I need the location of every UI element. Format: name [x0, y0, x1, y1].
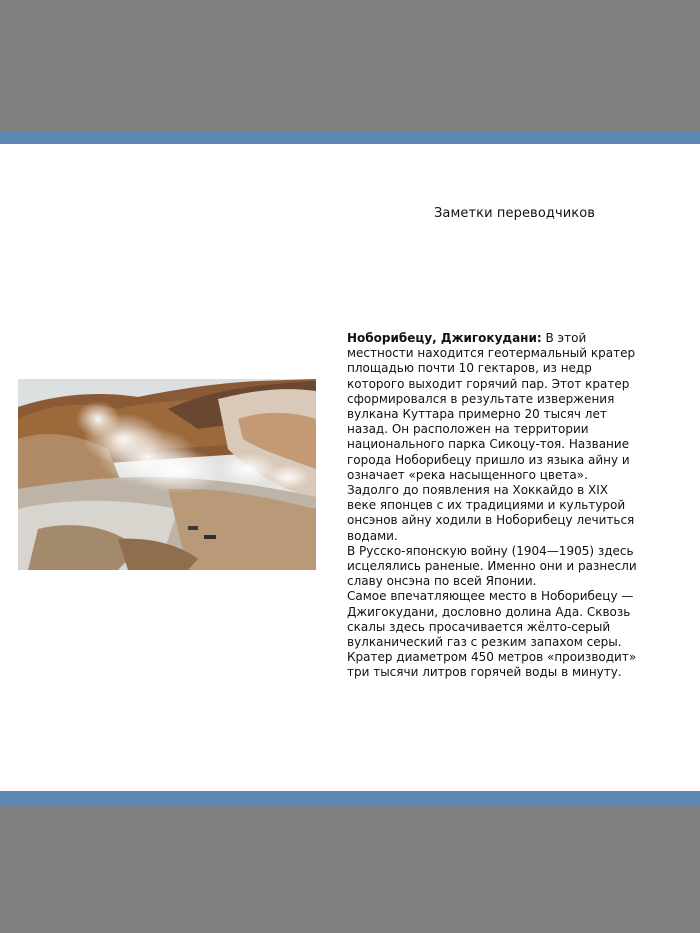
page-heading: Заметки переводчиков	[434, 206, 596, 221]
bottom-accent-band	[0, 791, 700, 805]
translator-note-text	[347, 331, 639, 681]
note-paragraph-1-text: В этой местности находится геотермальный кратер площадью почти 10 гектаров, из недр которого выходит горячий пар. Этот кратер сформировался в результате извержения вулкана Куттара примерно 20 тысяч лет назад. Он расположен на территории национального парка Сикоцу-тоя. Название города Ноборибецу пришло из языка айну и означает «река насыщенного цвета». Задолго до появления на Хоккайдо в XIX веке японцев с их традициями и культурой онсэнов айну ходили в Ноборибецу лечиться водами.	[347, 331, 636, 543]
note-paragraph-1	[347, 331, 639, 544]
top-accent-band	[0, 131, 700, 144]
book-page	[0, 144, 700, 791]
photo-jigokudani-valley	[18, 379, 316, 570]
note-term: Ноборибецу, Джигокудани:	[347, 331, 542, 345]
note-paragraph-2: В Русско-японскую войну (1904—1905) здесь исцелялись раненые. Именно они и разнесли славу онсэна по всей Японии.	[347, 543, 637, 589]
note-paragraph-3: Самое впечатляющее место в Ноборибецу — Джигокудани, дословно долина Ада. Сквозь скалы здесь просачивается жёлто-серый вулканический газ с резким запахом серы. Кратер диаметром 450 метров «производит» три тысячи литров горячей воды в минуту.	[347, 589, 637, 680]
